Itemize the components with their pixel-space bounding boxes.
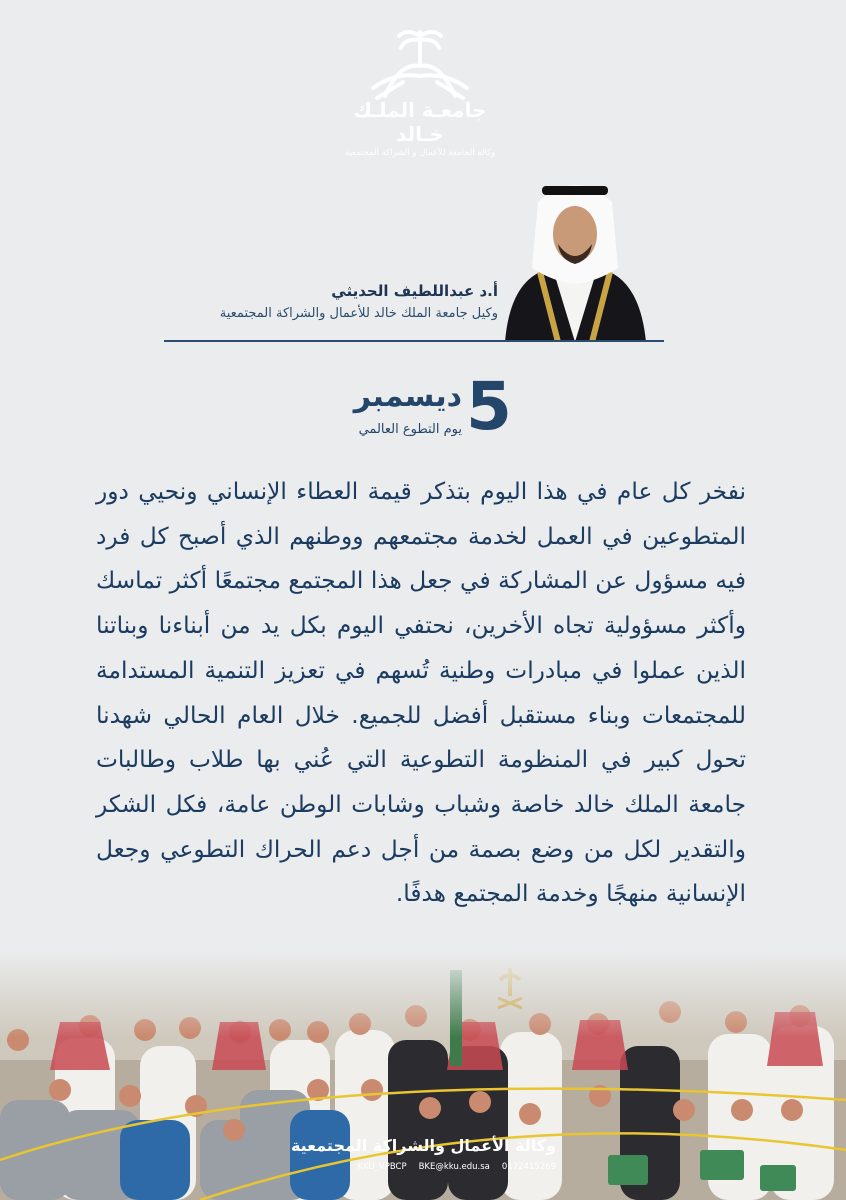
speaker-name: أ.د عبداللطيف الحديثي: [331, 282, 498, 300]
phone-number[interactable]: 0172415269: [501, 1162, 556, 1172]
logo-university-name: جامعـة الملـك خـالد: [353, 98, 487, 146]
university-logo: [330, 22, 510, 158]
speaker-title: وكيل جامعة الملك خالد للأعمال والشراكة المجتمعية: [219, 306, 498, 321]
event-date: [330, 368, 520, 450]
event-name: يوم التطوع العالمي: [358, 422, 462, 437]
divider-line: [164, 340, 664, 342]
footer-contacts: [358, 1162, 556, 1172]
footer-agency-name: وكالة الأعمال والشراكة المجتمعية: [290, 1136, 556, 1155]
logo-agency-subtitle: وكالة الجامعة للأعمال و الشراكة المجتمعية: [344, 148, 496, 158]
palm-swords-emblem-icon: [355, 22, 485, 102]
email-address[interactable]: BKE@kku.edu.sa: [418, 1162, 490, 1172]
message-paragraph: نفخر كل عام في هذا اليوم بتذكر قيمة العطاء الإنساني ونحيي دور المتطوعين في العمل لخدمة مجتمعهم ووطنهم الذي أصبح كل فرد فيه مسؤول عن المشاركة في جعل هذا المجتمع مجتمعًا أكثر تماسك وأكثر مسؤولية تجاه الأخرين، نحتفي اليوم بكل يد من أبناءنا وبناتنا الذين عملوا في مبادرات وطنية تُسهم في تعزيز التنمية المستدامة للمجتمعات وبناء مستقبل أفضل للجميع. خلال العام الحالي شهدنا تحول كبير في المنظومة التطوعية التي عُني بها طلاب وطالبات جامعة الملك خالد خاصة وشباب وشابات الوطن عامة، فكل الشكر والتقدير لكل من وضع بصمة من أجل دعم الحراك التطوعي وجعل الإنسانية منهجًا وخدمة المجتمع هدفًا.: [96, 478, 746, 908]
social-handle[interactable]: KKU_VPBCP: [357, 1162, 407, 1172]
event-day-number: 5: [466, 368, 512, 445]
event-month: ديسمبر: [353, 379, 462, 414]
speaker-info: [220, 282, 498, 321]
speaker-portrait: [500, 172, 650, 342]
